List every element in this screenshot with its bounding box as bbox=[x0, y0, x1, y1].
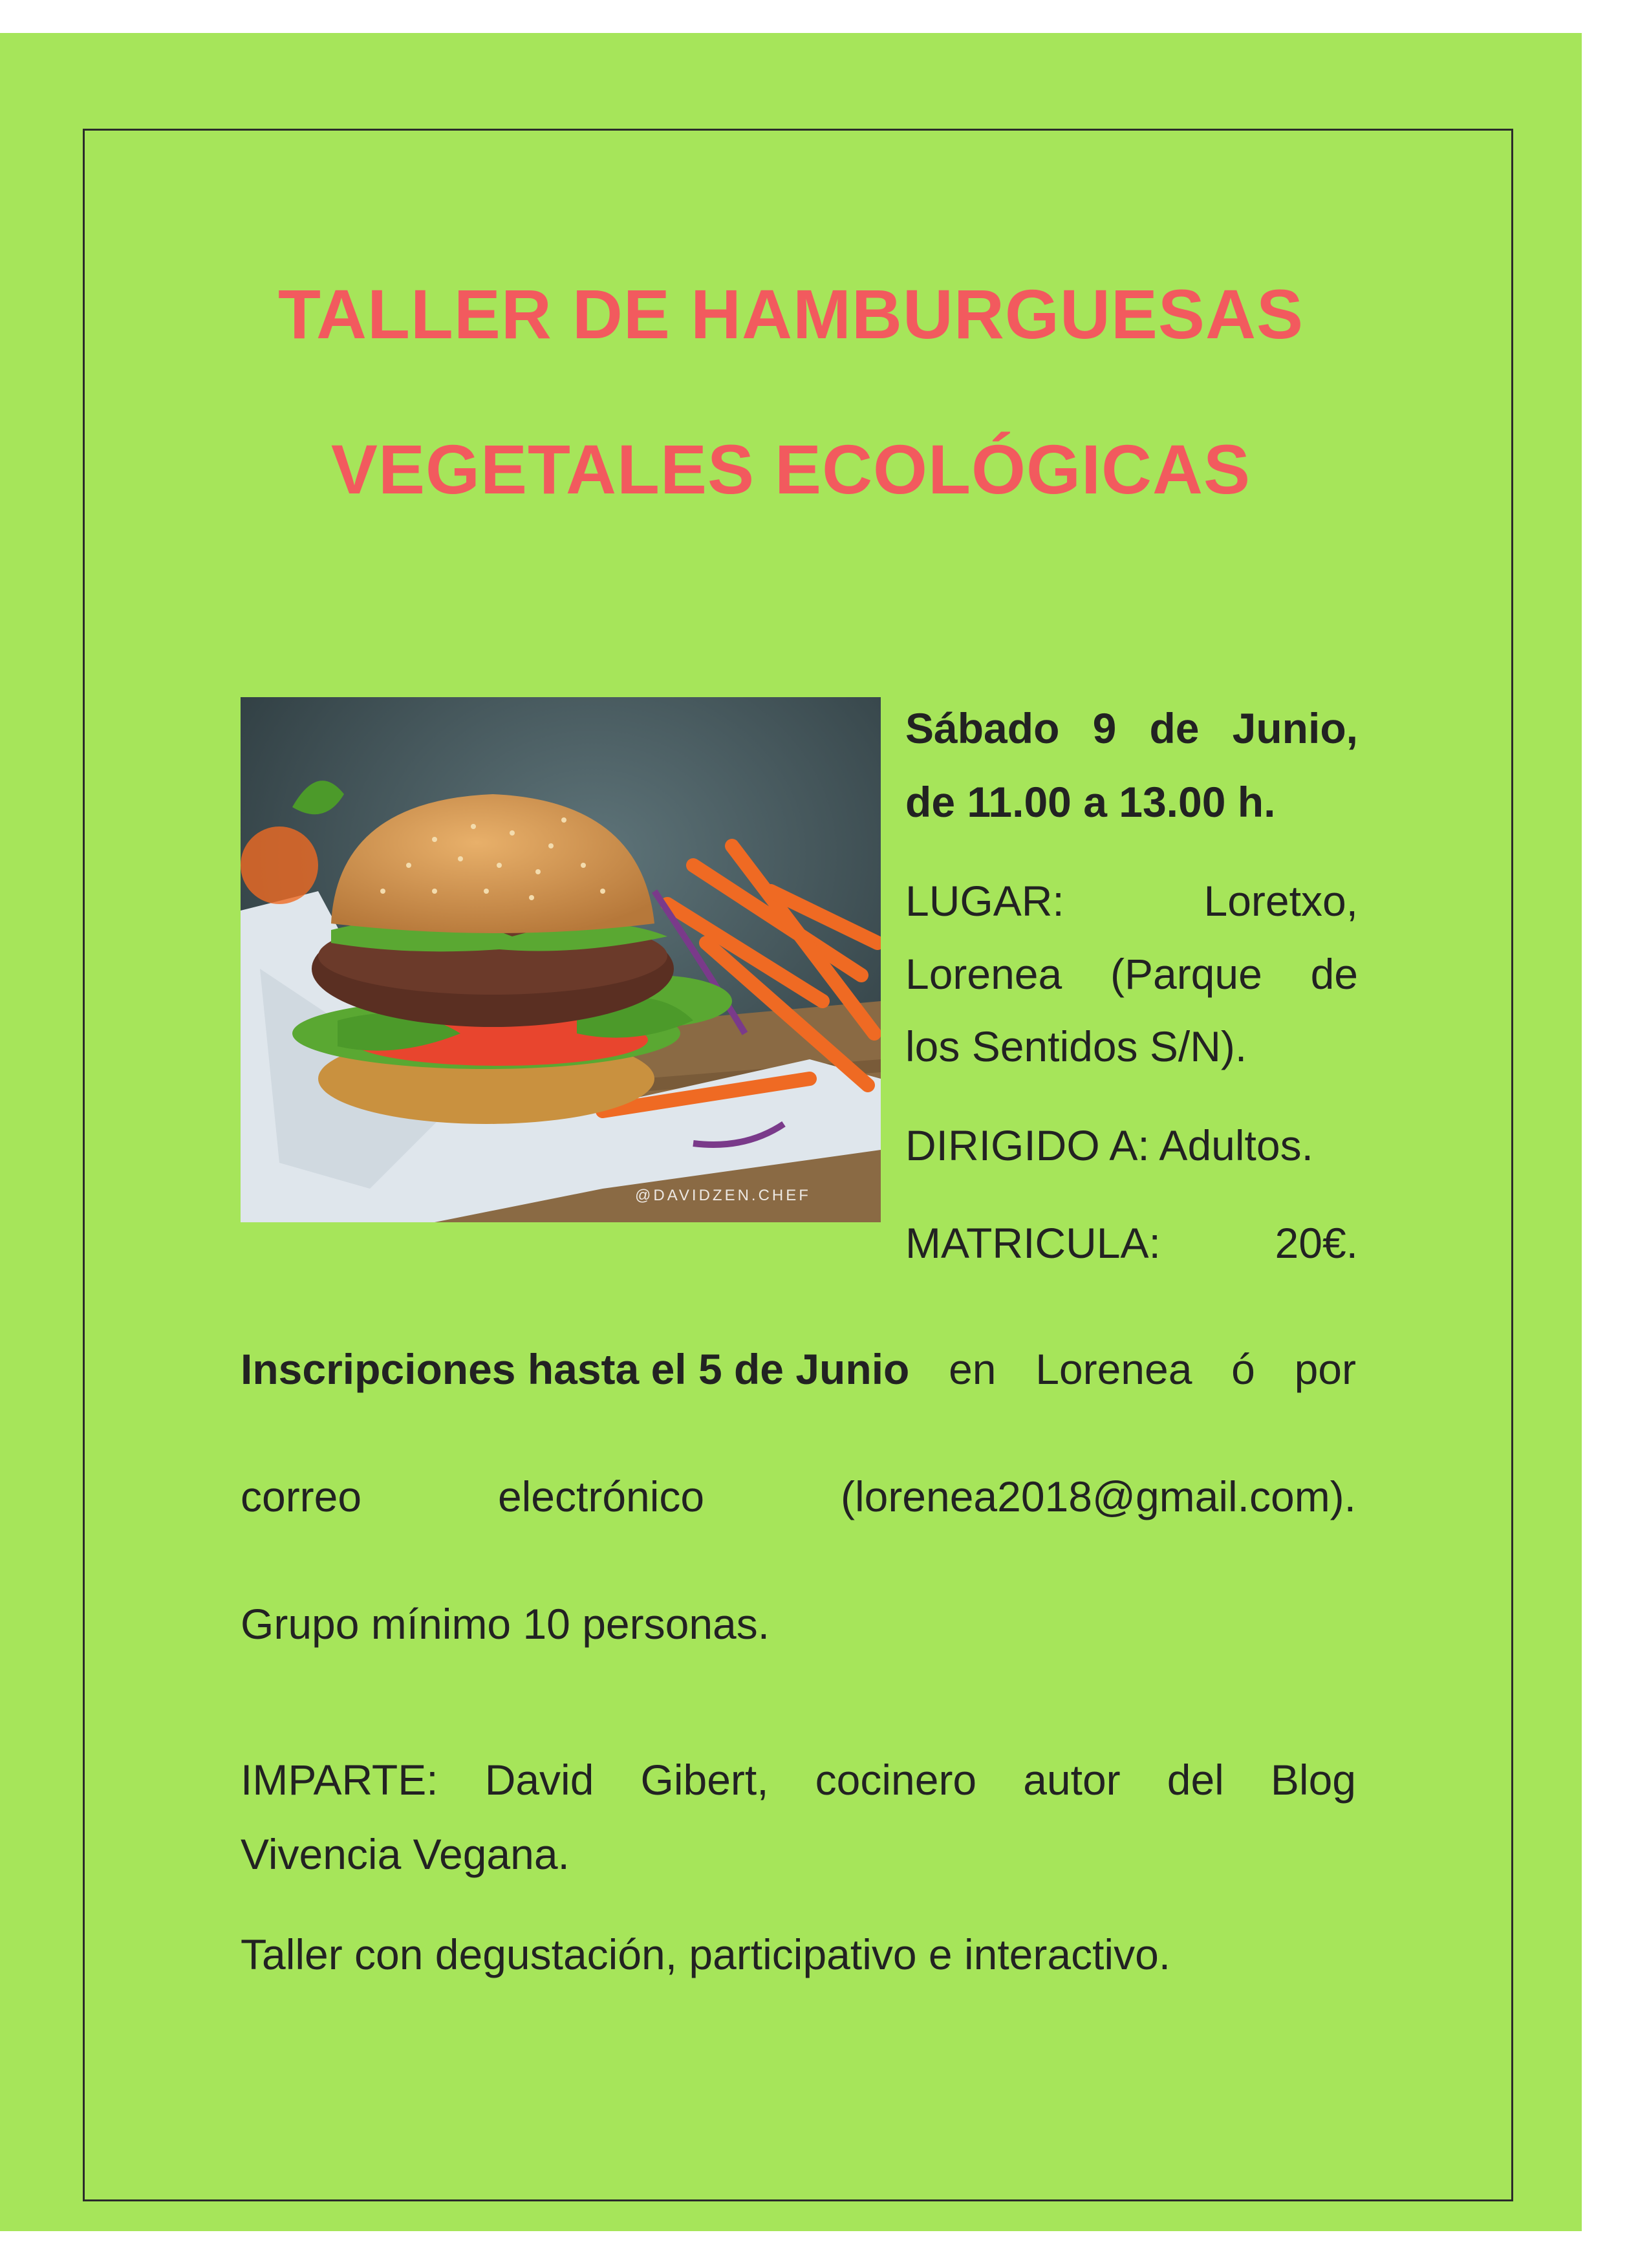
instructor-line-1 bbox=[241, 1754, 1356, 1806]
photo-watermark: @DAVIDZEN.CHEF bbox=[635, 1187, 811, 1204]
registration-word: en bbox=[949, 1345, 997, 1393]
lugar-word: Lorenea bbox=[905, 950, 1062, 998]
date-word: 9 bbox=[1092, 704, 1117, 752]
instructor-line-2: Vivencia Vegana. bbox=[241, 1830, 570, 1878]
lugar-label: LUGAR: bbox=[905, 877, 1064, 925]
burger-photo bbox=[241, 697, 881, 1222]
instructor-word: Blog bbox=[1270, 1756, 1356, 1804]
event-date bbox=[905, 702, 1358, 754]
registration-email: (lorenea2018@gmail.com). bbox=[840, 1473, 1356, 1520]
registration-word: Lorenea bbox=[1035, 1345, 1192, 1393]
registration-word: por bbox=[1294, 1345, 1356, 1393]
registration-email-line bbox=[241, 1471, 1356, 1522]
instructor-word: Gibert, bbox=[640, 1756, 769, 1804]
matricula-label: MATRICULA: bbox=[905, 1219, 1161, 1267]
registration-word: ó bbox=[1231, 1345, 1255, 1393]
min-group: Grupo mínimo 10 personas. bbox=[241, 1600, 770, 1648]
registration-word: correo bbox=[241, 1473, 362, 1520]
registration-word: electrónico bbox=[497, 1473, 705, 1520]
instructor-word: autor bbox=[1023, 1756, 1121, 1804]
flyer-sheet bbox=[0, 33, 1582, 2231]
instructor-word: David bbox=[484, 1756, 594, 1804]
event-matricula bbox=[905, 1217, 1358, 1269]
event-time: de 11.00 a 13.00 h. bbox=[905, 778, 1276, 826]
title-line-1: TALLER DE HAMBURGUESAS bbox=[278, 275, 1304, 353]
event-lugar-line-3: los Sentidos S/N). bbox=[905, 1022, 1247, 1070]
instructor-word: IMPARTE: bbox=[241, 1756, 438, 1804]
date-word: Sábado bbox=[905, 704, 1060, 752]
instructor-word: cocinero bbox=[815, 1756, 977, 1804]
instructor-word: del bbox=[1167, 1756, 1224, 1804]
lugar-word: de bbox=[1310, 950, 1358, 998]
matricula-value: 20€. bbox=[1275, 1219, 1358, 1267]
lugar-word: (Parque bbox=[1110, 950, 1262, 998]
title-line-2: VEGETALES ECOLÓGICAS bbox=[330, 430, 1251, 508]
event-dirigido: DIRIGIDO A: Adultos. bbox=[905, 1121, 1313, 1169]
date-word: de bbox=[1149, 704, 1200, 752]
event-lugar-line-2 bbox=[905, 948, 1358, 1000]
registration-deadline: Inscripciones hasta el 5 de Junio bbox=[241, 1345, 910, 1393]
closing-line: Taller con degustación, participativo e interactivo. bbox=[241, 1930, 1171, 1978]
date-word: Junio, bbox=[1232, 704, 1358, 752]
event-lugar bbox=[905, 875, 1358, 927]
registration-line bbox=[241, 1343, 1356, 1395]
lugar-value: Loretxo, bbox=[1203, 877, 1358, 925]
